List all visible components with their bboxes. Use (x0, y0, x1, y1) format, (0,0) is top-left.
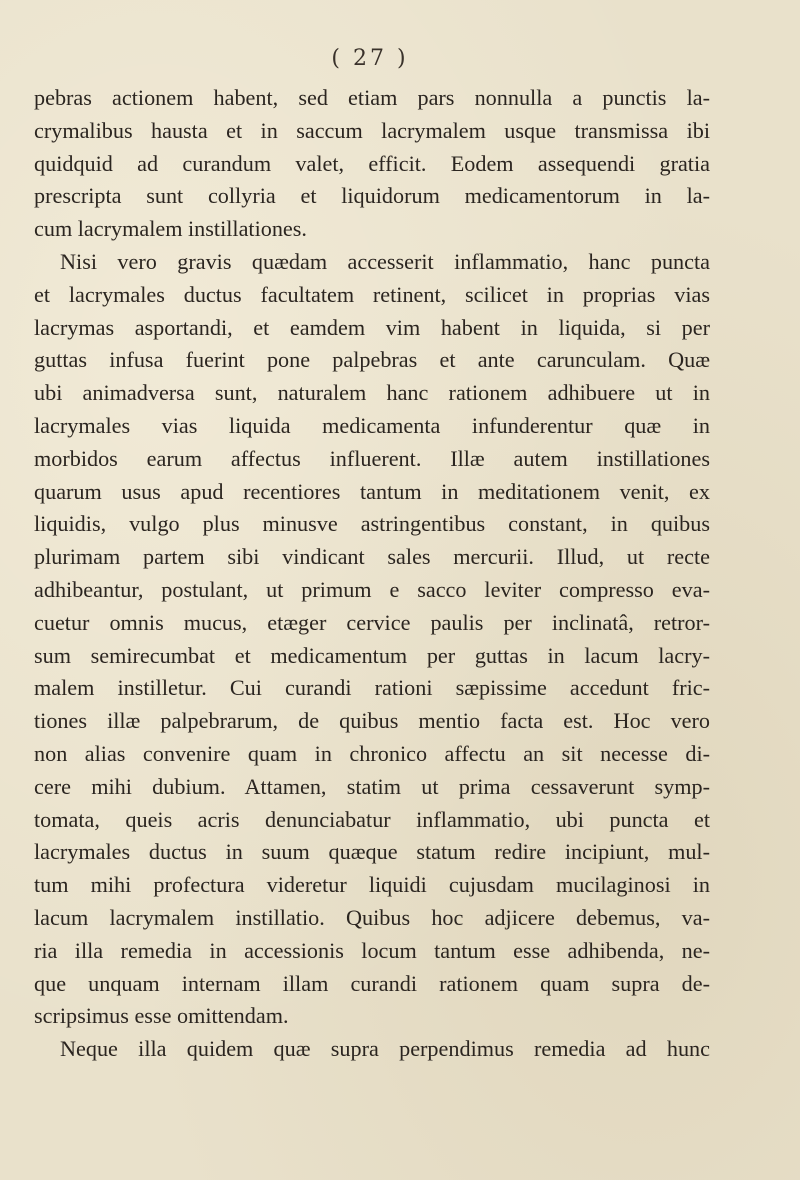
text-line: ubi animadversa sunt, naturalem hanc rationem adhibuere ut in (34, 380, 710, 406)
text-line: ria illa remedia in accessionis locum tantum esse adhibenda, ne- (34, 937, 710, 963)
text-line: non alias convenire quam in chronico affectu an sit necesse di- (34, 740, 710, 766)
text-line: lacrymales ductus in suum quæque statum redire incipiunt, mul- (34, 839, 710, 865)
text-line: guttas infusa fuerint pone palpebras et ante carunculam. Quæ (34, 347, 710, 373)
text-line: tum mihi profectura videretur liquidi cujusdam mucilaginosi in (34, 872, 710, 898)
text-line: scripsimus esse omittendam. (34, 1003, 289, 1029)
text-line: morbidos earum affectus influerent. Illæ autem instillationes (34, 445, 710, 471)
text-line: lacum lacrymalem instillatio. Quibus hoc adjicere debemus, va- (34, 904, 710, 930)
text-line: crymalibus hausta et in saccum lacrymalem usque transmissa ibi (34, 117, 710, 143)
text-line: liquidis, vulgo plus minusve astringentibus constant, in quibus (34, 511, 710, 537)
text-line: tiones illæ palpebrarum, de quibus mentio facta est. Hoc vero (34, 708, 710, 734)
text-line: cum lacrymalem instillationes. (34, 216, 307, 242)
paragraph-first-line: Neque illa quidem quæ supra perpendimus remedia ad hunc (60, 1036, 710, 1062)
text-line: quarum usus apud recentiores tantum in meditationem venit, ex (34, 478, 710, 504)
paragraph-first-line: Nisi vero gravis quædam accesserit inflammatio, hanc puncta (60, 248, 710, 274)
text-line: plurimam partem sibi vindicant sales mercurii. Illud, ut recte (34, 544, 710, 570)
text-line: sum semirecumbat et medicamentum per guttas in lacum lacry- (34, 642, 710, 668)
body-text (34, 82, 710, 1066)
text-line: tomata, queis acris denunciabatur inflammatio, ubi puncta et (34, 806, 710, 832)
text-line: cere mihi dubium. Attamen, statim ut prima cessaverunt symp- (34, 773, 710, 799)
text-line: lacrymas asportandi, et eamdem vim habent in liquida, si per (34, 314, 710, 340)
page-number: ( 27 ) (331, 46, 409, 71)
text-line: et lacrymales ductus facultatem retinent, scilicet in proprias vias (34, 281, 710, 307)
text-line: prescripta sunt collyria et liquidorum medicamentorum in la- (34, 183, 710, 209)
text-line: pebras actionem habent, sed etiam pars nonnulla a punctis la- (34, 85, 710, 110)
text-line: quidquid ad curandum valet, efficit. Eodem assequendi gratia (34, 150, 710, 176)
text-line: que unquam internam illam curandi rationem quam supra de- (34, 970, 710, 996)
text-line: adhibeantur, postulant, ut primum e sacco leviter compresso eva- (34, 576, 710, 602)
text-line: cuetur omnis mucus, etæger cervice paulis per inclinatâ, retror- (34, 609, 710, 635)
text-line: lacrymales vias liquida medicamenta infunderentur quæ in (34, 412, 710, 438)
text-line: malem instilletur. Cui curandi rationi sæpissime accedunt fric- (34, 675, 710, 701)
